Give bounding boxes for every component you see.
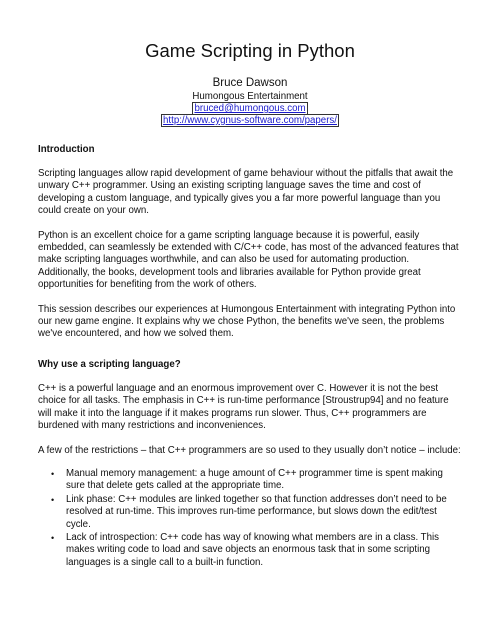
- section-heading-why-scripting: Why use a scripting language?: [38, 358, 181, 370]
- email-link[interactable]: bruced@humongous.com: [194, 103, 306, 114]
- restrictions-list: [38, 468, 462, 569]
- list-item: [51, 531, 462, 569]
- document-title: Game Scripting in Python: [145, 40, 355, 61]
- list-item-text: Link phase: C++ modules are linked together so that function addresses don’t need to be resolved at run-time. This improves run-time performance, but slows down the edit/test cycle.: [66, 493, 447, 530]
- intro-paragraph-3: This session describes our experiences at Humongous Entertainment with integrating Python into our new game engine. It explains why we chose Python, the benefits we've seen, the problems we've encountered, and how we solved them.: [38, 303, 456, 340]
- why-paragraph-1: C++ is a powerful language and an enormous improvement over C. However it is not the best choice for all tasks. The emphasis in C++ is run-time performance [Stroustrup94] and no feature will make it into the language if it makes programs run slower. Thus, C++ programmers are burdened with many restrictions and inconveniences.: [38, 382, 449, 432]
- url-line: [38, 115, 462, 127]
- url-link[interactable]: http://www.cygnus-software.com/papers/: [163, 115, 337, 126]
- bullet-icon: •: [51, 532, 55, 543]
- author-name: Bruce Dawson: [212, 77, 288, 89]
- intro-paragraph-2: Python is an excellent choice for a game scripting language because it is powerful, easily embedded, can seamlessly be extended with C/C++ code, has most of the advanced features that make scripting languages worthwhile, and can also be used for automating production. Additionally, the books, development tools and libraries available for Python provide great opportunities for benefiting from the work of others.: [38, 229, 459, 291]
- author-affiliation: Humongous Entertainment: [192, 91, 308, 102]
- intro-paragraph-1: Scripting languages allow rapid development of game behaviour without the pitfalls that await the unwary C++ programmer. Using an existing scripting language saves the time and cost of developing a custom language, and typically gives you a far more powerful language than you could create on your own.: [38, 168, 454, 217]
- why-paragraph-2: A few of the restrictions – that C++ programmers are so used to they usually don’t notice – include:: [38, 444, 461, 456]
- list-item: [51, 467, 462, 493]
- list-item-text: Manual memory management: a huge amount of C++ programmer time is spent making sure that delete gets called at the appropriate time.: [66, 467, 443, 492]
- list-item-text: Lack of introspection: C++ code has way of knowing what members are in a class. This makes writing code to load and save objects an enormous task that in some scripting languages is a single call to a built-in function.: [66, 531, 439, 568]
- section-heading-introduction: Introduction: [38, 144, 95, 155]
- bullet-icon: •: [51, 494, 55, 505]
- list-item: [51, 493, 462, 531]
- bullet-icon: •: [51, 468, 55, 479]
